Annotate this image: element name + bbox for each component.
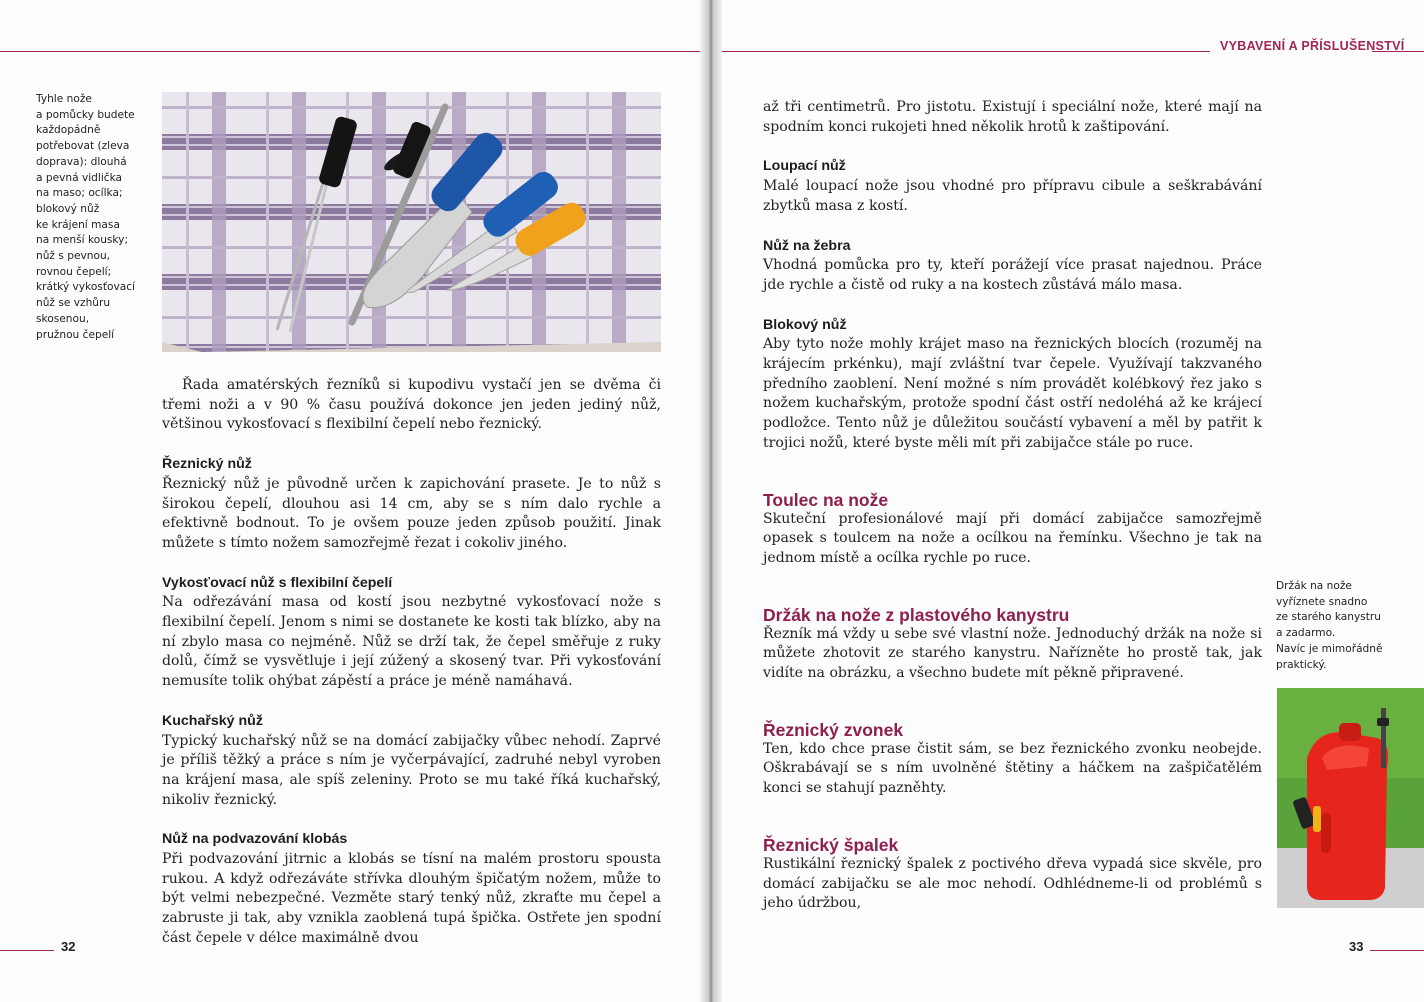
section-heading-toulec: Toulec na nože bbox=[763, 489, 889, 510]
heading-nuz-na-zebra: Nůž na žebra bbox=[763, 237, 851, 254]
paragraph-zvonek: Ten, kdo chce prase čistit sám, se bez řeznického zvonku neobejde. Oškrabávají se s ním uvolněné štětiny a háčkem na zašpičatělém konci se stahují pazněhty. bbox=[763, 740, 1262, 797]
heading-nuz-na-podvazovani: Nůž na podvazování klobás bbox=[162, 831, 348, 848]
running-head: VYBAVENÍ A PŘÍSLUŠENSTVÍ bbox=[1220, 39, 1405, 53]
paragraph-nuz-na-podvazovani: Při podvazování jitrnic a klobás se tísní na malém prostoru spousta rukou. A když odřezáváte střívka dlouhým špičatým nožem, může to být velmi nebezpečné. Vezměte starý tenký nůž, zkraťte mu čepel a zabruste ji tak, aby vznikla zaoblená tupá špička. Ostřete jen spodní část čepele v délce maximálně dvou bbox=[162, 851, 661, 946]
knives-photo bbox=[162, 92, 661, 352]
heading-reznicky-nuz: Řeznický nůž bbox=[162, 456, 252, 473]
footer-rule-left bbox=[0, 950, 54, 951]
right-text-column bbox=[763, 98, 1262, 914]
book-gutter bbox=[700, 0, 722, 1002]
header-rule-left bbox=[0, 51, 700, 52]
left-text-column bbox=[162, 376, 661, 949]
paragraph-reznicky-nuz: Řeznický nůž je původně určen k zapichování prasete. Je to nůž s širokou čepelí, dlouhou asi 14 cm, aby se s ním dalo rychle a efektivně bodnout. To je ovšem pouze jeden způsob použití. Jinak můžete s tímto nožem samozřejmě řezat i cokoliv jiného. bbox=[162, 475, 661, 551]
section-heading-spalek: Řeznický špalek bbox=[763, 834, 899, 855]
section-heading-zvonek: Řeznický zvonek bbox=[763, 719, 904, 740]
heading-blokovy-nuz: Blokový nůž bbox=[763, 316, 847, 333]
paragraph-nuz-na-zebra: Vhodná pomůcka pro ty, kteří porážejí více prasat najednou. Práce jde rychle a čistě od ruky a na kostech zůstává málo masa. bbox=[763, 257, 1262, 293]
heading-loupaci-nuz: Loupací nůž bbox=[763, 158, 846, 175]
paragraph-spalek: Rustikální řeznický špalek z poctivého dřeva vypadá sice skvěle, pro domácí zabijačku se ale moc nehodí. Odhlédneme-li od problémů s jeho údržbou, bbox=[763, 855, 1262, 912]
knives-photo-caption: Tyhle nože a pomůcky budete každopádně potřebovat (zleva doprava): dlouhá a pevná vidlička na maso; ocílka; blokový nůž ke krájení masa na menší kousky; nůž s pevnou, rovnou čepelí; krátký vykosťovací nůž se vzhůru skosenou, pružnou čepelí bbox=[36, 93, 135, 341]
header-rule-right bbox=[722, 51, 1210, 52]
footer-rule-right bbox=[1370, 950, 1424, 951]
paragraph-kucharsky-nuz: Typický kuchařský nůž se na domácí zabijačky vůbec nehodí. Zaprvé je příliš těžký a práce s ním je vyčerpávající, zadruhé nebyl vyroben na krájení masa, ale spíš zeleniny. Proto se mu také říká kuchařský, nikoliv řeznický. bbox=[162, 732, 661, 808]
paragraph-drzak: Řezník má vždy u sebe své vlastní nože. Jednoduchý držák na nože si můžete zhotovit ze starého kanystru. Nařízněte ho prostě tak, jak vidíte na obrázku, a všechno budete mít pěkně připravené. bbox=[763, 625, 1262, 682]
canister-photo bbox=[1277, 688, 1424, 908]
page-number-right: 33 bbox=[1349, 939, 1364, 954]
page-number-left: 32 bbox=[61, 939, 76, 954]
paragraph-toulec: Skuteční profesionálové mají při domácí zabijačce samozřejmě opasek s toulcem na nože a ocílkou na řemínku. Všechno je tak na jednom místě a ocílka rychle po ruce. bbox=[763, 510, 1262, 566]
paragraph-loupaci-nuz: Malé loupací nože jsou vhodné pro přípravu cibule a seškrabávání zbytků masa z kostí. bbox=[763, 178, 1262, 214]
paragraph-blokovy-nuz: Aby tyto nože mohly krájet maso na řeznických blocích (rozuměj na krájecím prkénku), mají zvláštní tvar čepele. Využívají takzvaného předního zaoblení. Není možné s ním provádět kolébkový řez jako s nožem kuchařským, protože spodní část ostří nedoléhá až ke krájecí podložce. Tento nůž je důležitou součástí vybavení a měl by patřit k trojici nožů, které byste měli mít při zabijačce stále po ruce. bbox=[763, 336, 1262, 451]
heading-kucharsky-nuz: Kuchařský nůž bbox=[162, 712, 263, 729]
canister-photo-caption: Držák na nože vyříznete snadno ze starého kanystru a zadarmo. Navíc je mimořádně praktický. bbox=[1276, 580, 1383, 671]
section-heading-drzak: Držák na nože z plastového kanystru bbox=[763, 604, 1070, 625]
heading-vykostovaci-nuz: Vykosťovací nůž s flexibilní čepelí bbox=[162, 574, 393, 591]
paragraph-vykostovaci-nuz: Na odřezávání masa od kostí jsou nezbytné vykosťovací nože s flexibilní čepelí. Jenom s nimi se dostanete ke kosti tak blízko, aby na ní zbylo masa co nejméně. Nůž se drží tak, že čepel směřuje z ruky dolů, čímž se vysvětluje i její zúžený a skosený tvar. Při vykosťování nemusíte tolik ohýbat zápěstí a práce je méně namáhavá. bbox=[162, 594, 661, 690]
intro-paragraph: Řada amatérských řezníků si kupodivu vystačí jen se dvěma či třemi noži a v 90 % času používá dokonce jen jeden jediný nůž, většinou vykosťovací s flexibilní čepelí nebo řeznický. bbox=[162, 377, 661, 433]
continuation-paragraph: až tři centimetrů. Pro jistotu. Existují i speciální nože, které mají na spodním konci rukojeti hned několik hrotů k zaštipování. bbox=[763, 99, 1262, 135]
